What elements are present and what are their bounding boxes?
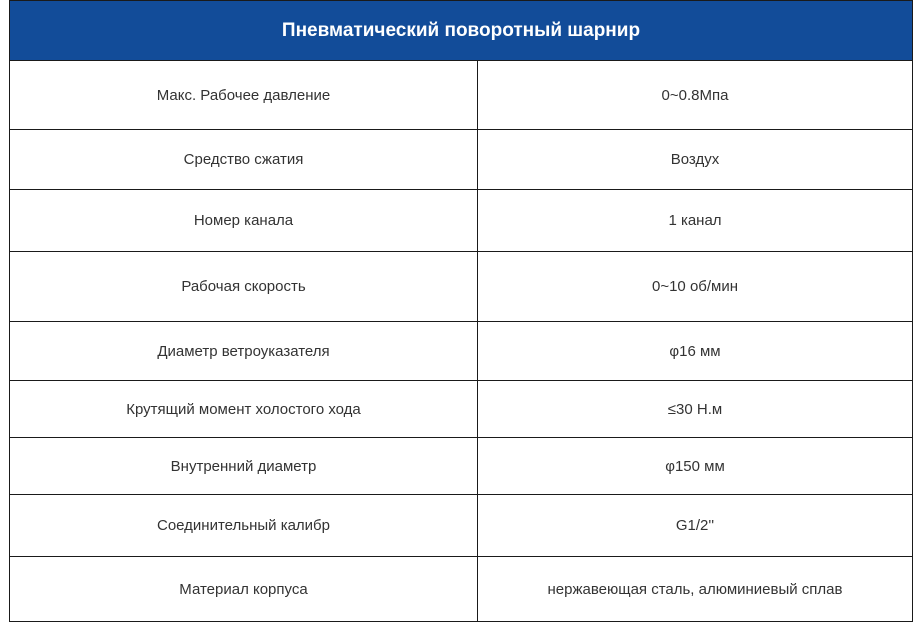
row-label: Рабочая скорость: [10, 252, 478, 322]
row-label: Диаметр ветроуказателя: [10, 322, 478, 381]
row-value: φ150 мм: [478, 438, 913, 495]
table-header-row: [10, 1, 913, 61]
row-value: G1/2'': [478, 495, 913, 557]
row-label: Крутящий момент холостого хода: [10, 381, 478, 438]
table-title: Пневматический поворотный шарнир: [10, 1, 913, 61]
row-value: Воздух: [478, 130, 913, 190]
row-value: 0~0.8Мпа: [478, 61, 913, 130]
table-row: [10, 61, 913, 130]
row-label: Макс. Рабочее давление: [10, 61, 478, 130]
row-value: ≤30 Н.м: [478, 381, 913, 438]
row-value: нержавеющая сталь, алюминиевый сплав: [478, 557, 913, 622]
table-row: [10, 381, 913, 438]
row-label: Внутренний диаметр: [10, 438, 478, 495]
table-row: [10, 495, 913, 557]
row-label: Номер канала: [10, 190, 478, 252]
table-row: [10, 130, 913, 190]
table-row: [10, 557, 913, 622]
table-row: [10, 190, 913, 252]
table-row: [10, 252, 913, 322]
row-value: 0~10 об/мин: [478, 252, 913, 322]
row-value: 1 канал: [478, 190, 913, 252]
row-value: φ16 мм: [478, 322, 913, 381]
spec-table: [9, 0, 913, 622]
row-label: Материал корпуса: [10, 557, 478, 622]
row-label: Соединительный калибр: [10, 495, 478, 557]
table-row: [10, 438, 913, 495]
row-label: Средство сжатия: [10, 130, 478, 190]
table-row: [10, 322, 913, 381]
